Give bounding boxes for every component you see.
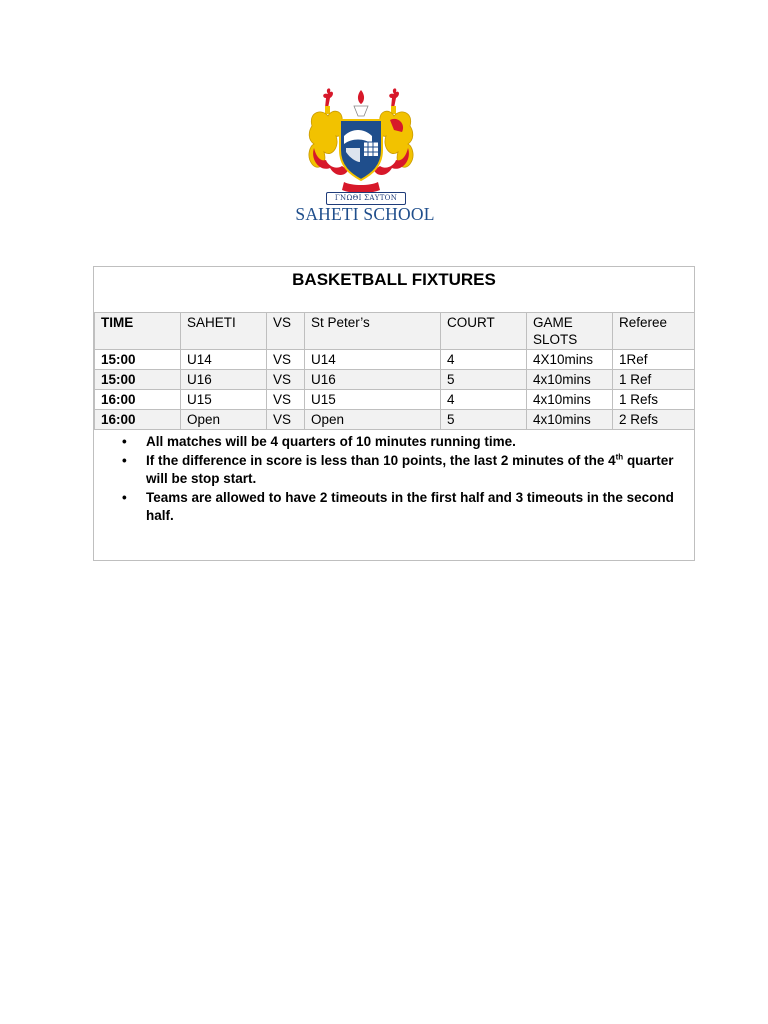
school-crest-icon xyxy=(306,86,416,198)
cell-court: 5 xyxy=(441,370,527,390)
cell-slots: 4X10mins xyxy=(527,350,613,370)
list-item xyxy=(122,452,677,489)
cell-opponent: Open xyxy=(305,410,441,430)
school-name: SAHETI SCHOOL xyxy=(295,204,435,224)
cell-saheti: U15 xyxy=(181,390,267,410)
note-text: Teams are allowed to have 2 timeouts in the first half and 3 timeouts in the second half. xyxy=(146,489,674,523)
cell-vs: VS xyxy=(267,370,305,390)
cell-saheti: U16 xyxy=(181,370,267,390)
cell-referee: 1 Ref xyxy=(613,370,695,390)
cell-slots: 4x10mins xyxy=(527,410,613,430)
table-header-row xyxy=(95,313,695,350)
header-time: TIME xyxy=(95,313,181,350)
cell-referee: 1 Refs xyxy=(613,390,695,410)
cell-slots: 4x10mins xyxy=(527,370,613,390)
ordinal-suffix: th xyxy=(615,452,624,461)
header-saheti: SAHETI xyxy=(181,313,267,350)
cell-time: 15:00 xyxy=(95,370,181,390)
cell-court: 4 xyxy=(441,350,527,370)
cell-referee: 2 Refs xyxy=(613,410,695,430)
bullet-icon: • xyxy=(122,489,127,505)
cell-slots: 4x10mins xyxy=(527,390,613,410)
cell-opponent: U15 xyxy=(305,390,441,410)
fixtures-table-container xyxy=(93,266,695,561)
school-logo xyxy=(270,86,460,226)
cell-time: 16:00 xyxy=(95,410,181,430)
cell-court: 5 xyxy=(441,410,527,430)
header-court: COURT xyxy=(441,313,527,350)
header-vs: VS xyxy=(267,313,305,350)
cell-saheti: Open xyxy=(181,410,267,430)
header-referee: Referee xyxy=(613,313,695,350)
cell-opponent: U16 xyxy=(305,370,441,390)
table-row xyxy=(95,350,695,370)
cell-vs: VS xyxy=(267,410,305,430)
cell-time: 15:00 xyxy=(95,350,181,370)
cell-referee: 1Ref xyxy=(613,350,695,370)
fixture-notes xyxy=(122,433,677,526)
note-text: If the difference in score is less than 10 points, the last 2 minutes of the 4 xyxy=(146,452,616,468)
list-item xyxy=(122,489,677,526)
school-motto: ΓΝΩΘΙ ΣΑΥΤΟΝ xyxy=(326,192,406,205)
header-opponent: St Peter’s xyxy=(305,313,441,350)
table-row xyxy=(95,390,695,410)
list-item xyxy=(122,433,677,452)
header-game-slots: GAME SLOTS xyxy=(527,313,613,350)
bullet-icon: • xyxy=(122,434,127,449)
cell-time: 16:00 xyxy=(95,390,181,410)
fixtures-table xyxy=(94,312,695,430)
cell-court: 4 xyxy=(441,390,527,410)
cell-vs: VS xyxy=(267,390,305,410)
bullet-icon: • xyxy=(122,452,127,468)
table-row xyxy=(95,370,695,390)
cell-vs: VS xyxy=(267,350,305,370)
table-row xyxy=(95,410,695,430)
cell-saheti: U14 xyxy=(181,350,267,370)
note-text: All matches will be 4 quarters of 10 minutes running time. xyxy=(146,434,516,449)
note-text-continued: quarter will be stop start. xyxy=(146,452,674,486)
cell-opponent: U14 xyxy=(305,350,441,370)
fixtures-title: BASKETBALL FIXTURES xyxy=(292,270,496,289)
